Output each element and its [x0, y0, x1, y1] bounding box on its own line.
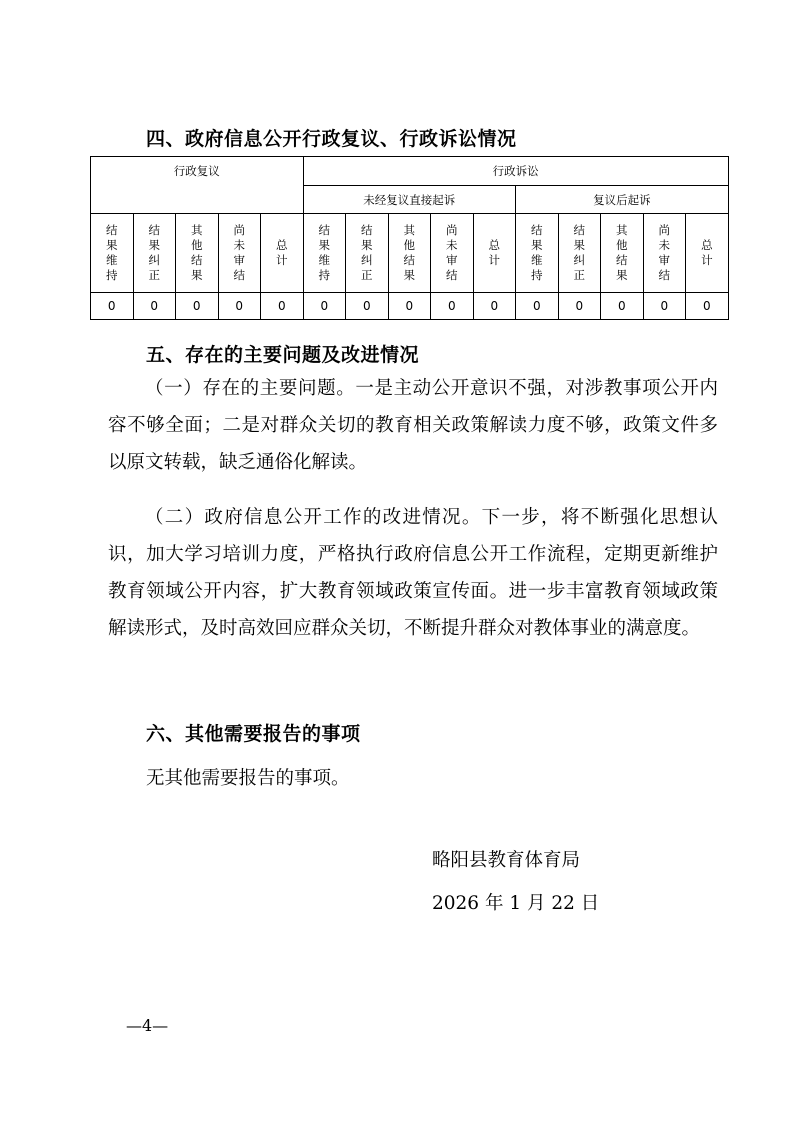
other-matters-text: 无其他需要报告的事项。 — [146, 768, 350, 789]
reconsideration-litigation-table — [90, 156, 729, 320]
table-cell: 0 — [346, 293, 389, 320]
column-header-label: 尚未审结 — [446, 223, 458, 282]
column-header — [133, 214, 176, 293]
column-header-label: 结果纠正 — [148, 223, 160, 282]
litigation-header: 行政诉讼 — [303, 157, 728, 186]
column-header-label: 结果维持 — [531, 223, 543, 282]
table-cell: 0 — [176, 293, 219, 320]
table-cell: 0 — [91, 293, 134, 320]
signature-date: 2026 年 1 月 22 日 — [432, 893, 600, 914]
direct-suit-header: 未经复议直接起诉 — [303, 186, 516, 214]
column-header-label: 其他结果 — [191, 223, 203, 282]
column-header-label: 尚未审结 — [658, 223, 671, 282]
table-cell: 0 — [388, 293, 431, 320]
table-cell: 0 — [261, 293, 304, 320]
column-header-label: 结果维持 — [318, 223, 331, 282]
table-cell: 0 — [303, 293, 346, 320]
column-header — [643, 214, 686, 293]
column-header — [473, 214, 516, 293]
column-header-label: 其他结果 — [403, 223, 416, 282]
reconsideration-header: 行政复议 — [91, 157, 304, 214]
table-cell: 0 — [516, 293, 559, 320]
suit-after-reconsideration-header: 复议后起诉 — [516, 186, 729, 214]
column-header-label: 结果维持 — [106, 223, 118, 282]
column-header-label: 总计 — [701, 238, 713, 267]
column-header — [261, 214, 304, 293]
table-cell: 0 — [558, 293, 601, 320]
column-header-label: 结果纠正 — [573, 223, 586, 282]
column-header-label: 其他结果 — [616, 223, 628, 282]
column-header — [516, 214, 559, 293]
column-header-label: 结果纠正 — [361, 223, 373, 282]
column-header — [388, 214, 431, 293]
section-4-heading: 四、政府信息公开行政复议、行政诉讼情况 — [146, 128, 517, 150]
column-header-label: 总计 — [276, 238, 288, 267]
column-header — [303, 214, 346, 293]
table-cell: 0 — [133, 293, 176, 320]
table-cell: 0 — [473, 293, 516, 320]
column-header-label: 总计 — [488, 238, 501, 267]
table-cell: 0 — [686, 293, 729, 320]
table-cell: 0 — [601, 293, 644, 320]
section-6-heading: 六、其他需要报告的事项 — [146, 723, 361, 745]
column-header — [218, 214, 261, 293]
page-number: —4— — [126, 1016, 169, 1035]
table-cell: 0 — [431, 293, 474, 320]
column-header — [176, 214, 219, 293]
section-5-heading: 五、存在的主要问题及改进情况 — [146, 344, 420, 366]
table-cell: 0 — [218, 293, 261, 320]
column-header — [686, 214, 729, 293]
table-cell: 0 — [643, 293, 686, 320]
column-header — [431, 214, 474, 293]
column-header — [346, 214, 389, 293]
column-header-label: 尚未审结 — [233, 223, 245, 282]
problems-paragraph: （一）存在的主要问题。一是主动公开意识不强，对涉教事项公开内容不够全面；二是对群众关切的教育相关政策解读力度不够，政策文件多以原文转载，缺乏通俗化解读。 — [108, 378, 718, 473]
column-header — [91, 214, 134, 293]
signature-org: 略阳县教育体育局 — [432, 850, 581, 871]
improvements-paragraph: （二）政府信息公开工作的改进情况。下一步，将不断强化思想认识，加大学习培训力度，严格执行政府信息公开工作流程，定期更新维护教育领域公开内容，扩大教育领域政策宣传面。进一步丰富教育领域政策解读形式，及时高效回应群众关切，不断提升群众对教体事业的满意度。 — [108, 507, 718, 639]
column-header — [601, 214, 644, 293]
column-header — [558, 214, 601, 293]
